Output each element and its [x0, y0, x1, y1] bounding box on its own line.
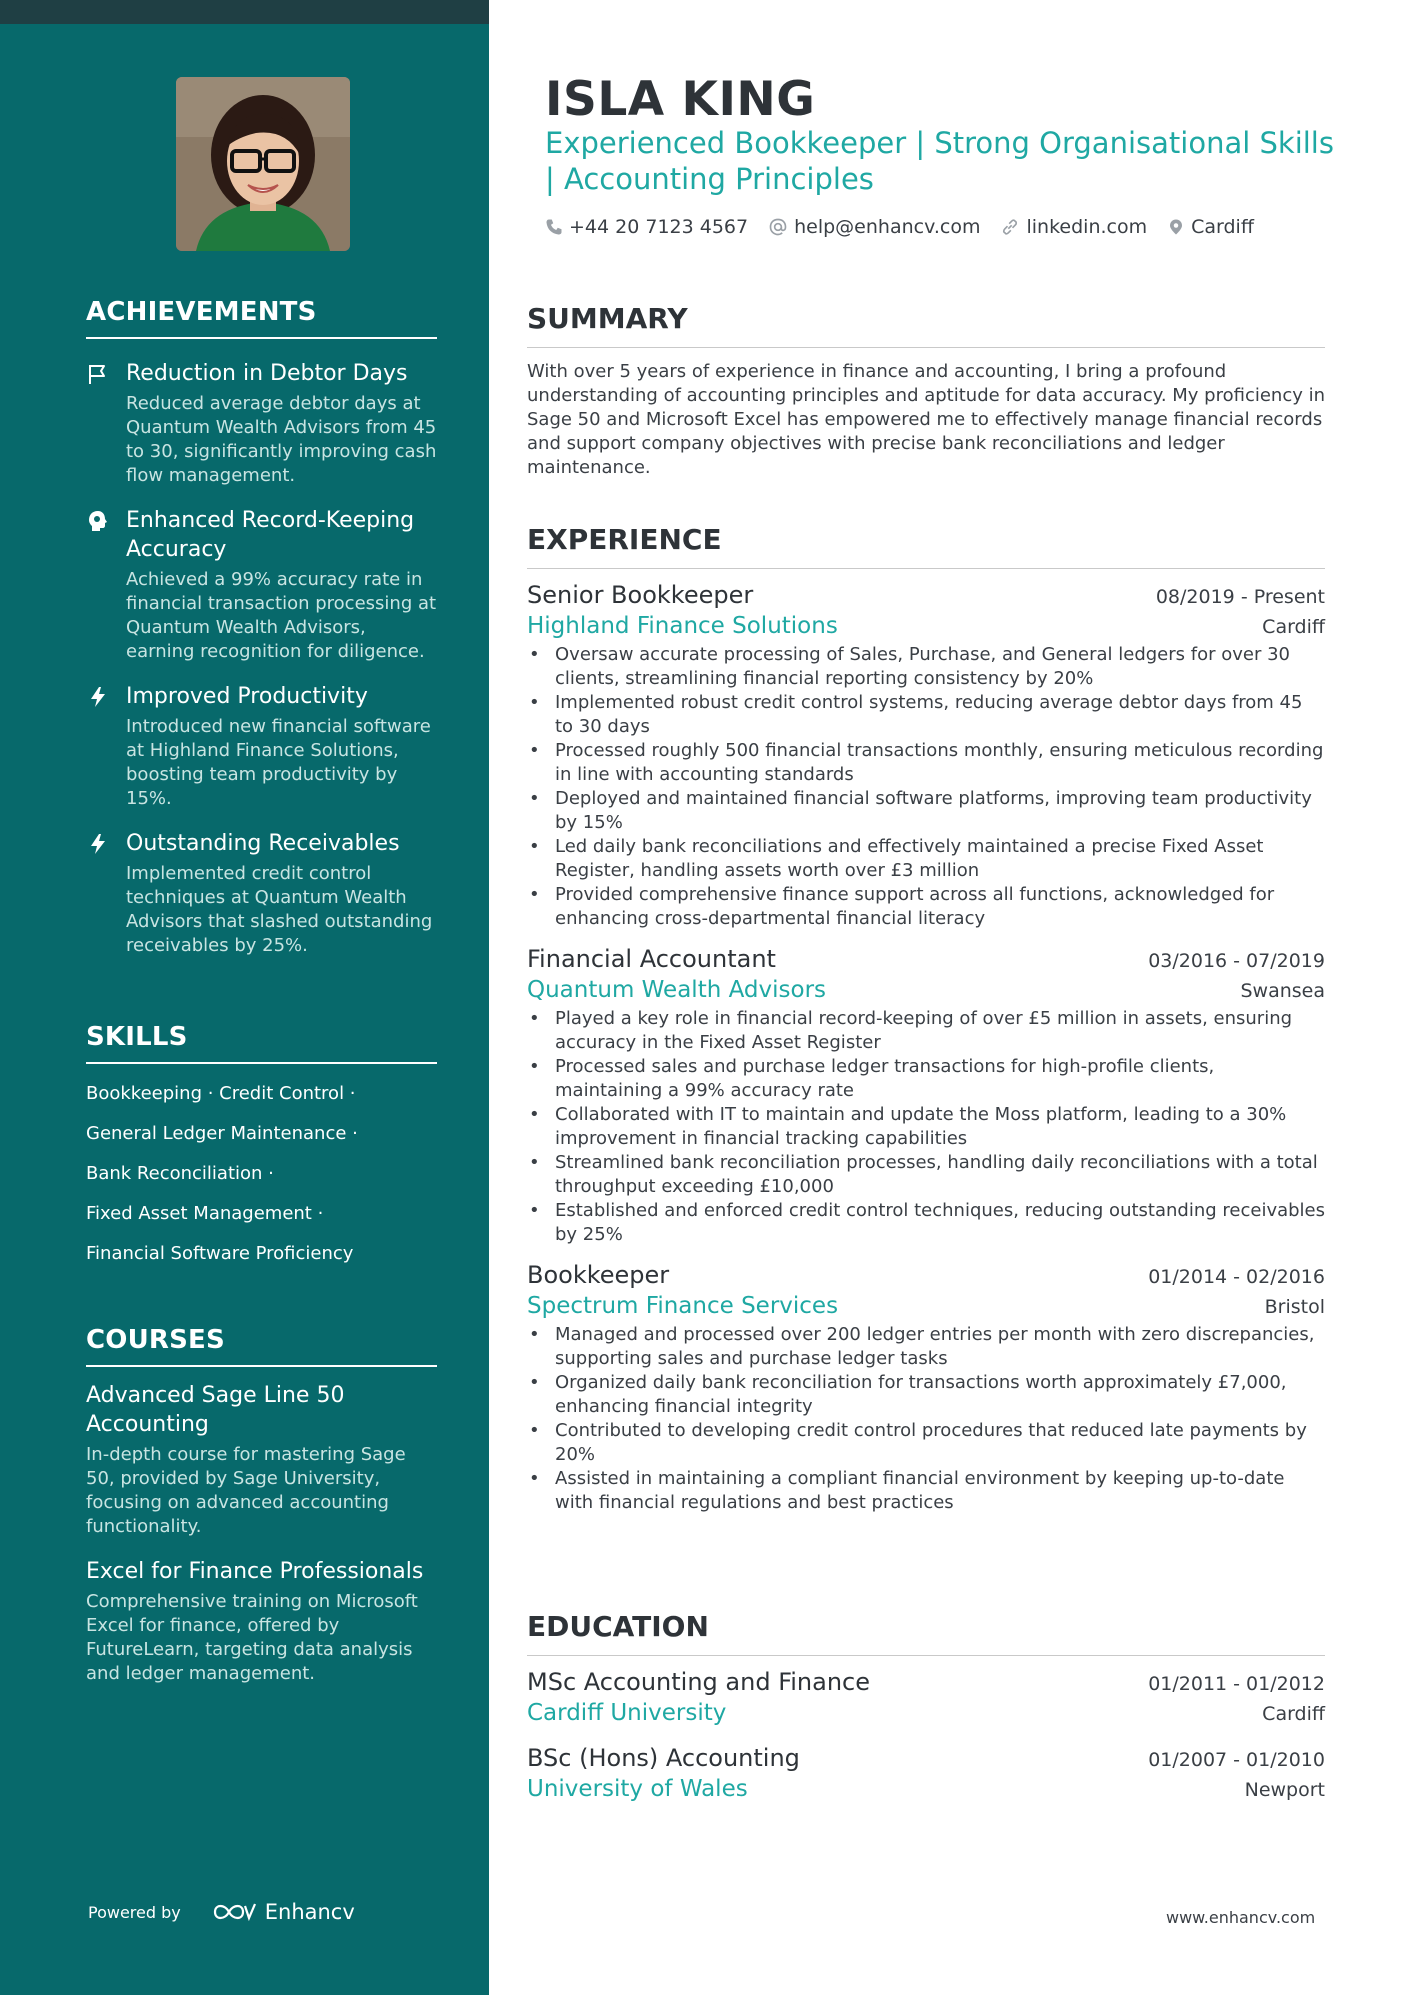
- school-name: University of Wales: [527, 1776, 748, 1802]
- job-bullet: • Organized daily bank reconciliation for transactions worth approximately £7,000, enhancing financial integrity: [527, 1371, 1325, 1419]
- job-bullet: • Implemented robust credit control systems, reducing average debtor days from 45 to 30 days: [527, 691, 1325, 739]
- job-dates: 01/2014 - 02/2016: [1148, 1266, 1325, 1288]
- job-bullet: • Collaborated with IT to maintain and update the Moss platform, leading to a 30% improvement in financial tracking capabilities: [527, 1103, 1325, 1151]
- job-bullet: • Led daily bank reconciliations and effectively maintained a precise Fixed Asset Register, handling assets worth over £3 million: [527, 835, 1325, 883]
- candidate-name: ISLA KING: [545, 72, 816, 127]
- job-bullet: • Established and enforced credit control techniques, reducing outstanding receivables by 25%: [527, 1199, 1325, 1247]
- contact-bar: [545, 213, 1274, 241]
- link-icon: [1000, 217, 1020, 237]
- job-bullet: • Played a key role in financial record-keeping of over £5 million in assets, ensuring accuracy in the Fixed Asset Register: [527, 1007, 1325, 1055]
- skill-line: General Ledger Maintenance ·: [86, 1123, 358, 1144]
- linkedin-text: linkedin.com: [1026, 216, 1148, 238]
- course-title: Advanced Sage Line 50 Accounting: [86, 1383, 345, 1437]
- achievement-desc: Implemented credit control techniques at Quantum Wealth Advisors that slashed outstanding receivables by 25%.: [126, 863, 433, 956]
- achievement-desc: Reduced average debtor days at Quantum Wealth Advisors from 45 to 30, significantly improving cash flow management.: [126, 393, 437, 486]
- email-text: help@enhancv.com: [794, 216, 981, 238]
- lightning-icon: [86, 685, 110, 709]
- skill-line: Bank Reconciliation ·: [86, 1163, 274, 1184]
- skill-line: Financial Software Proficiency: [86, 1243, 354, 1264]
- course-desc: Comprehensive training on Microsoft Excel for finance, offered by FutureLearn, targeting data analysis and ledger management.: [86, 1591, 418, 1684]
- job-location: Bristol: [1264, 1296, 1325, 1318]
- skill-line: Fixed Asset Management ·: [86, 1203, 324, 1224]
- job-bullet: • Provided comprehensive finance support across all functions, acknowledged for enhancing cross-departmental financial literacy: [527, 883, 1325, 931]
- location-text: Cardiff: [1191, 216, 1254, 238]
- contact-email[interactable]: [768, 216, 980, 238]
- achievement-item: [86, 359, 437, 488]
- education-entry: [527, 1668, 1325, 1726]
- flag-icon: [86, 362, 110, 386]
- contact-linkedin[interactable]: [1000, 216, 1147, 238]
- summary-section: [527, 302, 1325, 480]
- education-dates: 01/2007 - 01/2010: [1148, 1749, 1325, 1771]
- education-section: [527, 1610, 1325, 1802]
- course-desc: In-depth course for mastering Sage 50, provided by Sage University, focusing on advanced accounting functionality.: [86, 1444, 406, 1537]
- achievement-item: [86, 829, 437, 958]
- job-bullet: • Assisted in maintaining a compliant financial environment by keeping up-to-date with financial regulations and best practices: [527, 1467, 1325, 1515]
- job-title: Bookkeeper: [527, 1261, 670, 1289]
- sidebar-top-bar: [0, 0, 489, 24]
- summary-text: With over 5 years of experience in finance and accounting, I bring a profound understanding of accounting principles and aptitude for data accuracy. My proficiency in Sage 50 and Microsoft Excel has empowered me to effectively manage financial records and support company objectives with precise bank reconciliations and ledger maintenance.: [527, 361, 1326, 478]
- experience-section: [527, 523, 1325, 1515]
- enhancv-brand: Enhancv: [264, 1900, 355, 1924]
- achievement-title: Improved Productivity: [126, 684, 368, 709]
- job-entry: [527, 1261, 1325, 1515]
- job-bullets: [527, 643, 1325, 931]
- job-bullet: • Managed and processed over 200 ledger entries per month with zero discrepancies, supporting sales and purchase ledger tasks: [527, 1323, 1325, 1371]
- job-bullets: [527, 1007, 1325, 1247]
- skills-section: [86, 1022, 437, 1282]
- job-dates: 03/2016 - 07/2019: [1148, 950, 1325, 972]
- head-brain-icon: [86, 509, 110, 533]
- achievement-title: Reduction in Debtor Days: [126, 361, 408, 386]
- achievement-item: [86, 506, 437, 664]
- achievement-item: [86, 682, 437, 811]
- job-bullets: [527, 1323, 1325, 1515]
- experience-heading: EXPERIENCE: [527, 523, 1325, 569]
- degree-title: MSc Accounting and Finance: [527, 1668, 871, 1696]
- location-pin-icon: [1167, 217, 1185, 237]
- summary-heading: SUMMARY: [527, 302, 1325, 348]
- at-icon: [768, 217, 788, 237]
- footer-url[interactable]: www.enhancv.com: [1166, 1908, 1316, 1927]
- job-location: Cardiff: [1262, 616, 1325, 638]
- course-title: Excel for Finance Professionals: [86, 1559, 424, 1584]
- education-heading: EDUCATION: [527, 1610, 1325, 1656]
- achievement-desc: Introduced new financial software at Highland Finance Solutions, boosting team productivity by 15%.: [126, 716, 431, 809]
- achievement-desc: Achieved a 99% accuracy rate in financial transaction processing at Quantum Wealth Advisors, earning recognition for diligence.: [126, 569, 437, 662]
- contact-phone[interactable]: [545, 216, 748, 238]
- courses-heading: COURSES: [86, 1325, 437, 1367]
- job-company: Quantum Wealth Advisors: [527, 977, 827, 1003]
- course-item: [86, 1381, 437, 1539]
- phone-text: +44 20 7123 4567: [569, 216, 749, 238]
- job-title: Senior Bookkeeper: [527, 581, 754, 609]
- profile-photo: [176, 77, 350, 251]
- job-bullet: • Processed roughly 500 financial transactions monthly, ensuring meticulous recording in line with accounting standards: [527, 739, 1325, 787]
- achievements-section: [86, 297, 437, 958]
- candidate-tagline: Experienced Bookkeeper | Strong Organisational Skills | Accounting Principles: [545, 126, 1334, 196]
- lightning-icon: [86, 832, 110, 856]
- job-location: Swansea: [1240, 980, 1325, 1002]
- sidebar: [0, 0, 489, 1995]
- skill-line: Bookkeeping · Credit Control ·: [86, 1083, 356, 1104]
- job-entry: [527, 945, 1325, 1247]
- achievement-title: Enhanced Record-Keeping Accuracy: [126, 508, 415, 562]
- education-dates: 01/2011 - 01/2012: [1148, 1673, 1325, 1695]
- phone-icon: [545, 218, 563, 236]
- job-company: Highland Finance Solutions: [527, 613, 838, 639]
- achievement-title: Outstanding Receivables: [126, 831, 400, 856]
- job-bullet: • Deployed and maintained financial software platforms, improving team productivity by 15%: [527, 787, 1325, 835]
- powered-by: [88, 1900, 355, 1924]
- degree-title: BSc (Hons) Accounting: [527, 1744, 800, 1772]
- course-item: [86, 1557, 437, 1686]
- enhancv-logo-icon: [211, 1900, 257, 1924]
- school-location: Cardiff: [1262, 1703, 1325, 1725]
- school-location: Newport: [1244, 1779, 1325, 1801]
- job-bullet: • Contributed to developing credit control procedures that reduced late payments by 20%: [527, 1419, 1325, 1467]
- achievements-heading: ACHIEVEMENTS: [86, 297, 437, 339]
- education-entry: [527, 1744, 1325, 1802]
- job-entry: [527, 581, 1325, 931]
- job-bullet: • Oversaw accurate processing of Sales, Purchase, and General ledgers for over 30 clients, streamlining financial reporting consistency by 20%: [527, 643, 1325, 691]
- job-dates: 08/2019 - Present: [1155, 586, 1325, 608]
- job-title: Financial Accountant: [527, 945, 776, 973]
- job-bullet: • Streamlined bank reconciliation processes, handling daily reconciliations with a total throughput exceeding £10,000: [527, 1151, 1325, 1199]
- skills-heading: SKILLS: [86, 1022, 437, 1064]
- job-bullet: • Processed sales and purchase ledger transactions for high-profile clients, maintaining a 99% accuracy rate: [527, 1055, 1325, 1103]
- school-name: Cardiff University: [527, 1700, 727, 1726]
- contact-location: [1167, 216, 1254, 238]
- job-company: Spectrum Finance Services: [527, 1293, 839, 1319]
- courses-section: [86, 1325, 437, 1686]
- powered-by-label: Powered by: [88, 1902, 181, 1922]
